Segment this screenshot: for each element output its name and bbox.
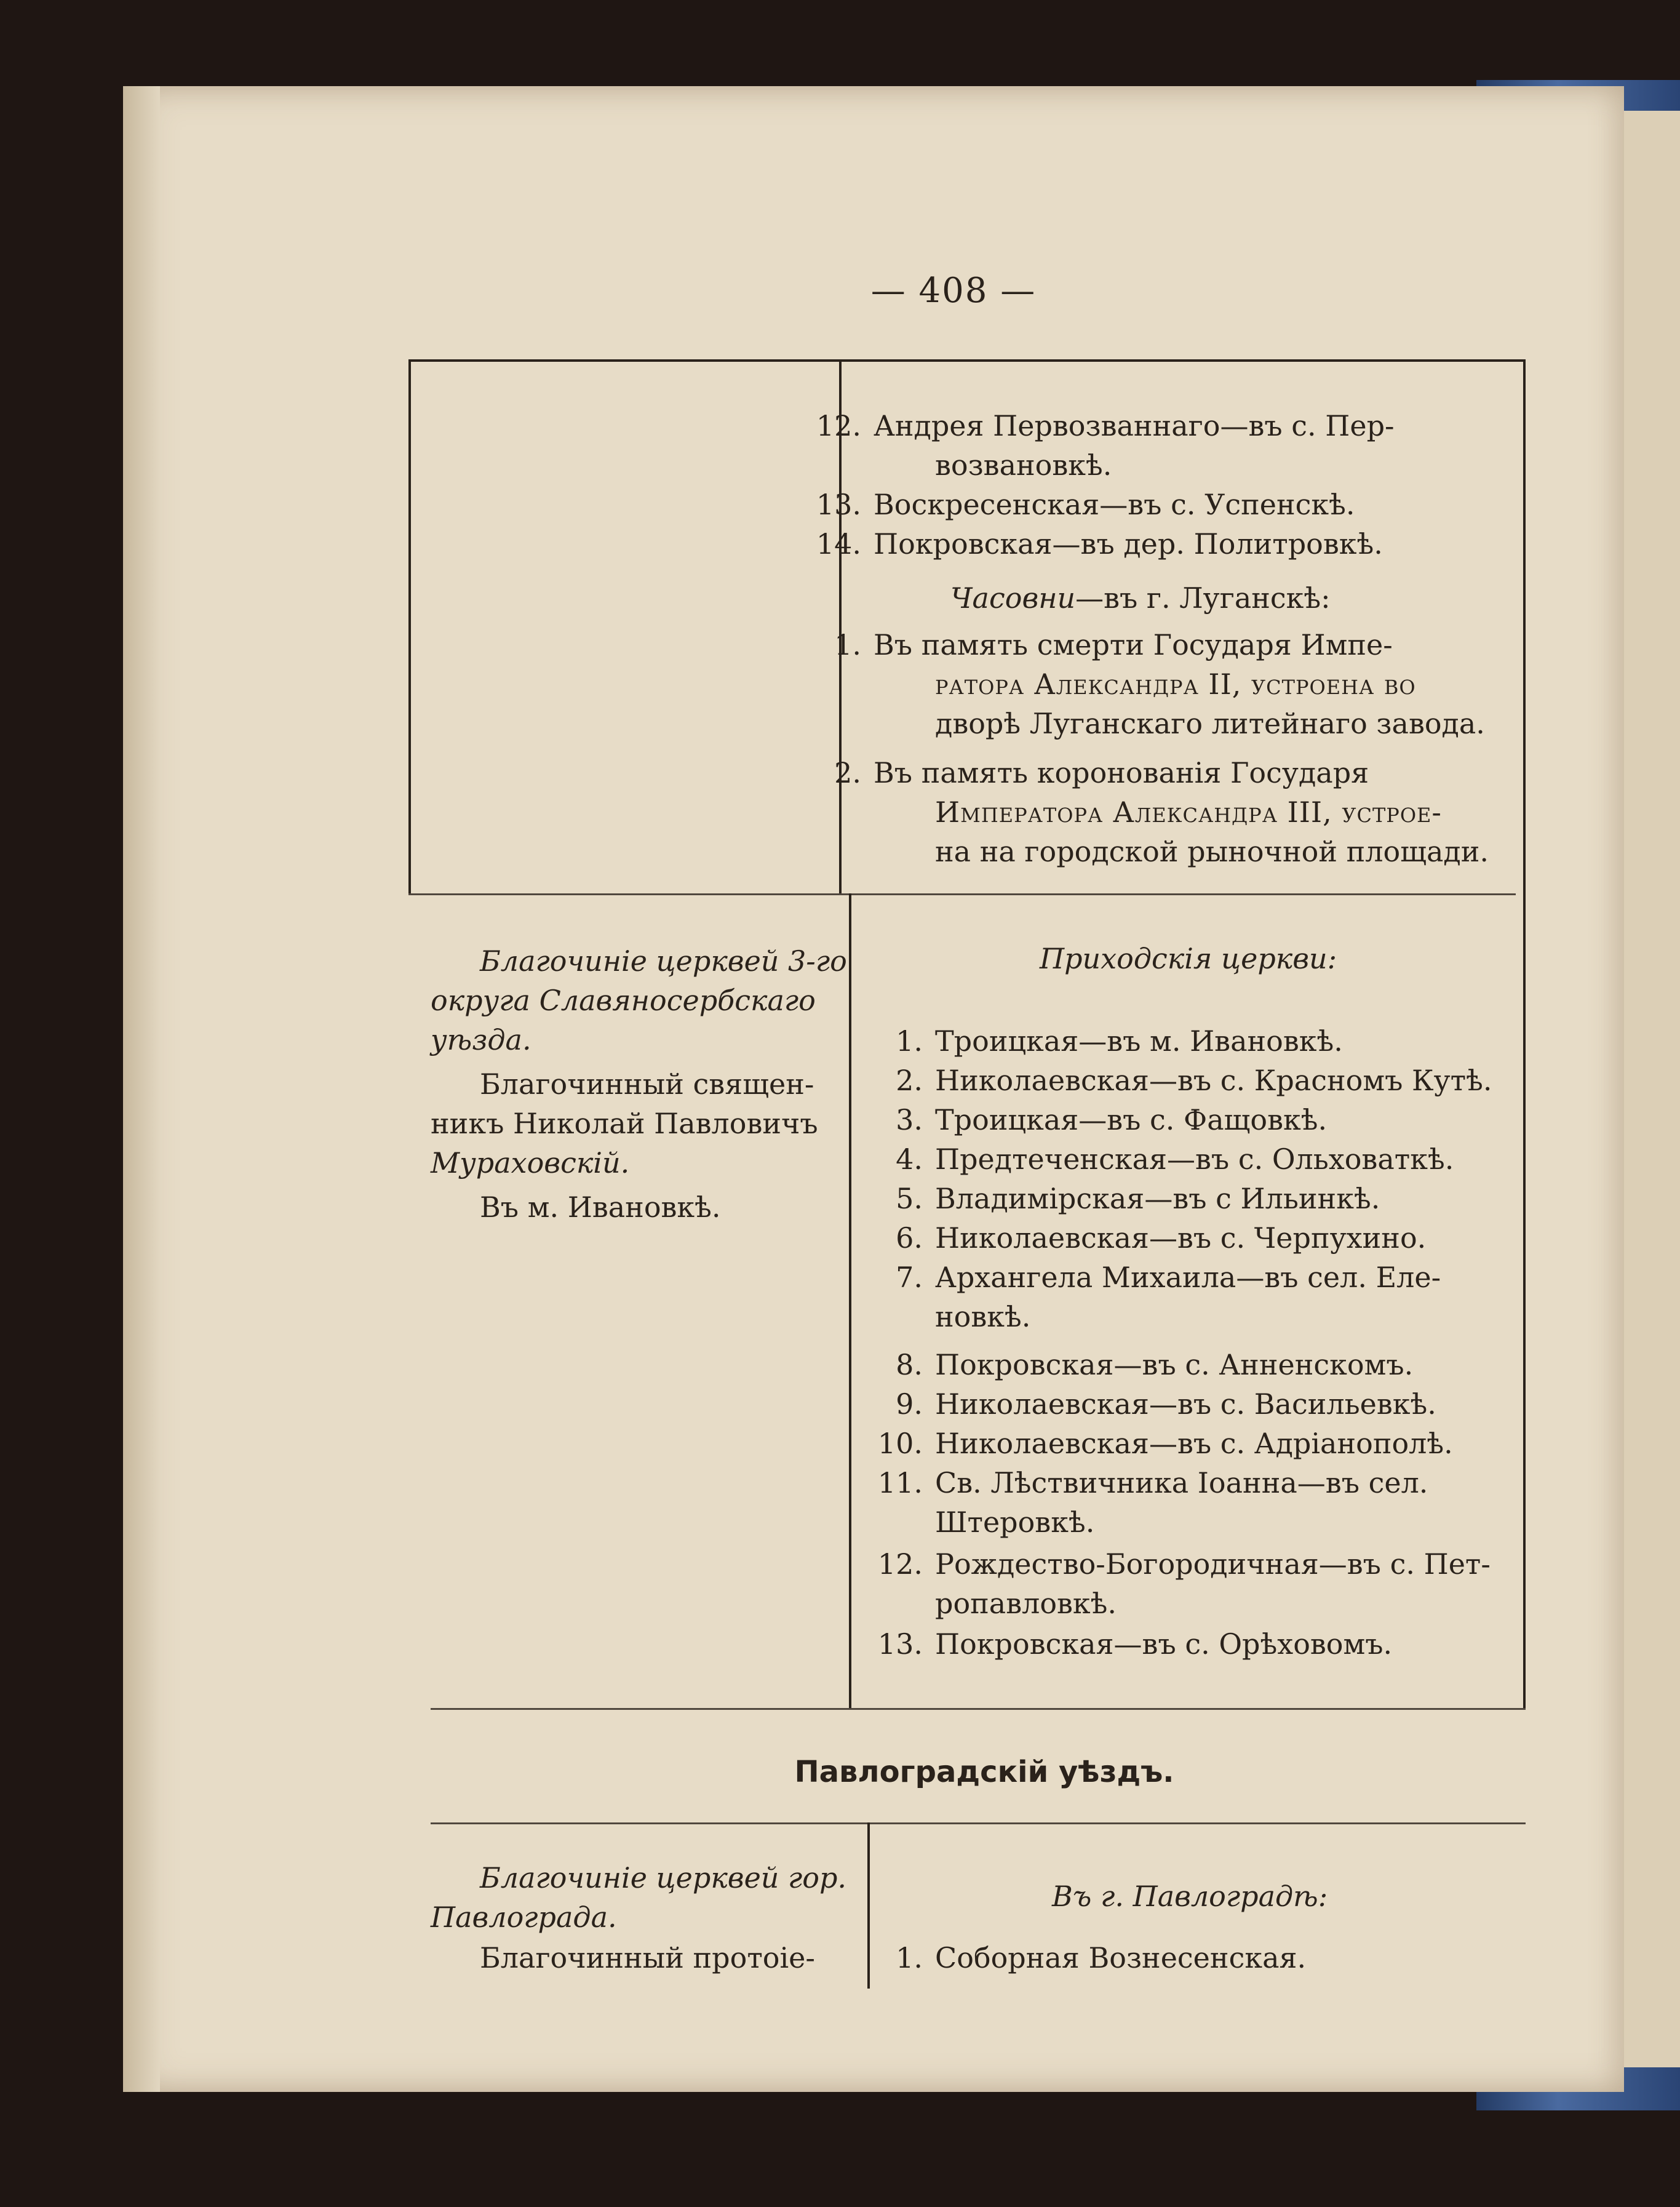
entry-number: 10. (877, 1427, 923, 1460)
section-divider-2 (431, 1708, 1526, 1710)
entry-text: Воскресенская—въ с. Успенскѣ. (874, 488, 1355, 521)
entry-continuation: Штеровкѣ. (935, 1506, 1095, 1539)
column-divider-2 (849, 893, 851, 1708)
entry-number: 4. (896, 1143, 923, 1176)
entry-number: 1. (896, 1024, 923, 1058)
entry-number: 1. (896, 1941, 923, 1974)
entry-continuation: возвановкѣ. (935, 449, 1112, 482)
entry-number: 5. (896, 1182, 923, 1215)
entry-continuation: новкѣ. (935, 1300, 1031, 1333)
dean-location: Въ м. Ивановкѣ. (480, 1191, 721, 1224)
entry-text: Троицкая—въ с. Фащовкѣ. (935, 1103, 1328, 1136)
entry-text: Покровская—въ дер. Политровкѣ. (874, 527, 1383, 561)
entry-text: Въ память смерти Государя Импе- (874, 628, 1393, 661)
entry-text: Андрея Первозваннаго—въ с. Пер- (874, 409, 1395, 442)
entry-text: Архангела Михаила—въ сел. Еле- (935, 1261, 1441, 1294)
district-heading: Павлоградскій уѣздъ. (794, 1755, 1174, 1789)
entry-continuation: дворѣ Луганскаго литейнаго завода. (935, 707, 1485, 740)
entry-number: 9. (896, 1387, 923, 1421)
entry-text: Троицкая—въ м. Ивановкѣ. (935, 1024, 1343, 1058)
chapels-heading-rest: —въ г. Луганскѣ: (1075, 581, 1331, 615)
entry-number: 11. (877, 1466, 923, 1499)
entry-number: 14. (816, 527, 861, 561)
deanery-title: уѣзда. (431, 1023, 531, 1056)
entry-text: Покровская—въ с. Орѣховомъ. (935, 1627, 1393, 1661)
entry-text: Владимірская—въ с Ильинкѣ. (935, 1182, 1380, 1215)
entry-number: 2. (896, 1064, 923, 1097)
table-right-border (1523, 359, 1526, 1708)
chapels-heading-italic: Часовни (950, 581, 1076, 615)
parish-heading: Приходскія церкви: (1040, 942, 1337, 975)
dean-line: никъ Николай Павловичъ (431, 1107, 818, 1140)
entry-number: 12. (877, 1547, 923, 1581)
deanery-title: Благочиніе церквей гор. (480, 1861, 847, 1894)
dean-line: Благочинный протоіе- (480, 1941, 815, 1974)
page-number: — 408 — (870, 271, 1037, 311)
chapels-heading (950, 578, 1331, 618)
entry-text: Предтеченская—въ с. Ольховаткѣ. (935, 1143, 1454, 1176)
deanery-title: Павлограда. (431, 1901, 617, 1934)
entry-continuation: ропавловкѣ. (935, 1587, 1117, 1620)
deanery-title: Благочиніе церквей 3-го (480, 944, 847, 978)
dean-surname: Мураховскій. (431, 1146, 630, 1179)
entry-text: Николаевская—въ с. Красномъ Кутѣ. (935, 1064, 1492, 1097)
entry-number: 7. (896, 1261, 923, 1294)
entry-number: 13. (816, 488, 861, 521)
entry-text: Николаевская—въ с. Адріанополѣ. (935, 1427, 1453, 1460)
entry-number: 1. (834, 628, 861, 661)
entry-number: 2. (834, 756, 861, 789)
dean-line: Благочинный священ- (480, 1068, 814, 1101)
entry-text: Николаевская—въ с. Черпухино. (935, 1221, 1427, 1255)
entry-continuation: на на городской рыночной площади. (935, 835, 1489, 868)
entry-text: Св. Лѣствичника Іоанна—въ сел. (935, 1466, 1428, 1499)
entry-number: 12. (816, 409, 861, 442)
entry-continuation: ратора Александра II, устроена во (935, 668, 1416, 701)
entry-continuation: Императора Александра III, устрое- (935, 796, 1442, 829)
table-top-rule (408, 359, 1526, 362)
entry-number: 6. (896, 1221, 923, 1255)
entry-text: Рождество-Богородичная—въ с. Пет- (935, 1547, 1491, 1581)
deanery-title: округа Славяносербскаго (431, 984, 816, 1017)
entry-number: 3. (896, 1103, 923, 1136)
entry-text: Покровская—въ с. Анненскомъ. (935, 1348, 1414, 1381)
parish-heading: Въ г. Павлоградѣ: (1052, 1880, 1328, 1913)
entry-text: Николаевская—въ с. Васильевкѣ. (935, 1387, 1436, 1421)
entry-text: Соборная Вознесенская. (935, 1941, 1307, 1974)
entry-number: 13. (877, 1627, 923, 1661)
section-divider-1 (408, 893, 1516, 895)
section-divider-3 (431, 1822, 1526, 1824)
entry-text: Въ память коронованія Государя (874, 756, 1369, 789)
table-left-border (408, 359, 411, 893)
page-gutter (123, 86, 160, 2092)
entry-number: 8. (896, 1348, 923, 1381)
